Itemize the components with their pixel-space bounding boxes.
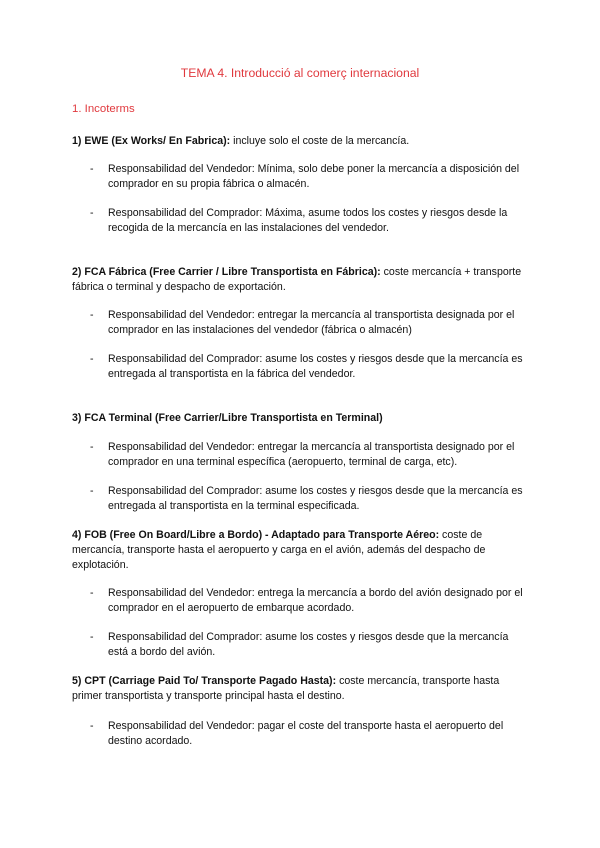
incoterm-heading: 2) FCA Fábrica (Free Carrier / Libre Transportista en Fábrica): (72, 266, 381, 278)
incoterm-description: coste mercancía + transporte fábrica o terminal y despacho de exportación. (72, 266, 522, 294)
bullet-dash: - (90, 485, 94, 497)
bullet-dash: - (90, 720, 94, 732)
incoterm-heading: 5) CPT (Carriage Paid To/ Transporte Pagado Hasta): (72, 675, 337, 687)
bullet-dash: - (90, 163, 94, 175)
incoterm-description: coste de mercancía, transporte hasta el aeropuerto y carga en el avión, además del despacho de explotación. (72, 529, 486, 572)
bullet-dash: - (90, 631, 94, 643)
list-item-text: Responsabilidad del Vendedor: entregar la mercancía al transportista designada por el comprador en las instalaciones del vendedor (fábrica o almacén) (108, 309, 515, 337)
list-item-text: Responsabilidad del Vendedor: entrega la mercancía a bordo del avión designado por el comprador en el aeropuerto de embarque acordado. (108, 587, 523, 615)
incoterm-ewe (72, 134, 530, 149)
incoterm-fca-fabrica (72, 265, 530, 295)
bullet-dash: - (90, 441, 94, 453)
incoterm-description: coste mercancía, transporte hasta primer transportista y transporte principal hasta el destino. (72, 675, 500, 703)
list-item-text: Responsabilidad del Comprador: asume los costes y riesgos desde que la mercancía está a bordo del avión. (108, 631, 509, 659)
section-heading-incoterms: 1. Incoterms (72, 103, 135, 115)
incoterm-heading: 1) EWE (Ex Works/ En Fabrica): (72, 135, 231, 147)
bullet-dash: - (90, 353, 94, 365)
incoterm-cpt (72, 674, 530, 704)
list-item-text: Responsabilidad del Comprador: Máxima, asume todos los costes y riesgos desde la recogida de la mercancía en las instalaciones del vendedor. (108, 207, 508, 235)
list-item-text: Responsabilidad del Comprador: asume los costes y riesgos desde que la mercancía es entregada al transportista en la terminal especificada. (108, 485, 523, 513)
list-item-text: Responsabilidad del Comprador: asume los costes y riesgos desde que la mercancía es entregada al transportista en la fábrica del vendedor. (108, 353, 523, 381)
incoterm-description: incluye solo el coste de la mercancía. (230, 135, 410, 147)
incoterm-heading: 4) FOB (Free On Board/Libre a Bordo) - Adaptado para Transporte Aéreo: (72, 529, 440, 541)
incoterm-fca-terminal (72, 411, 530, 426)
incoterm-fob (72, 528, 530, 574)
list-item-text: Responsabilidad del Vendedor: Mínima, solo debe poner la mercancía a disposición del comprador en su propia fábrica o almacén. (108, 163, 520, 191)
document-title: TEMA 4. Introducció al comerç internacional (180, 66, 420, 80)
list-item-text: Responsabilidad del Vendedor: pagar el coste del transporte hasta el aeropuerto del destino acordado. (108, 720, 504, 748)
bullet-dash: - (90, 309, 94, 321)
list-item-text: Responsabilidad del Vendedor: entregar la mercancía al transportista designado por el comprador en una terminal específica (aeropuerto, terminal de carga, etc). (108, 441, 515, 469)
bullet-dash: - (90, 207, 94, 219)
bullet-dash: - (90, 587, 94, 599)
incoterm-heading: 3) FCA Terminal (Free Carrier/Libre Transportista en Terminal) (72, 412, 383, 424)
